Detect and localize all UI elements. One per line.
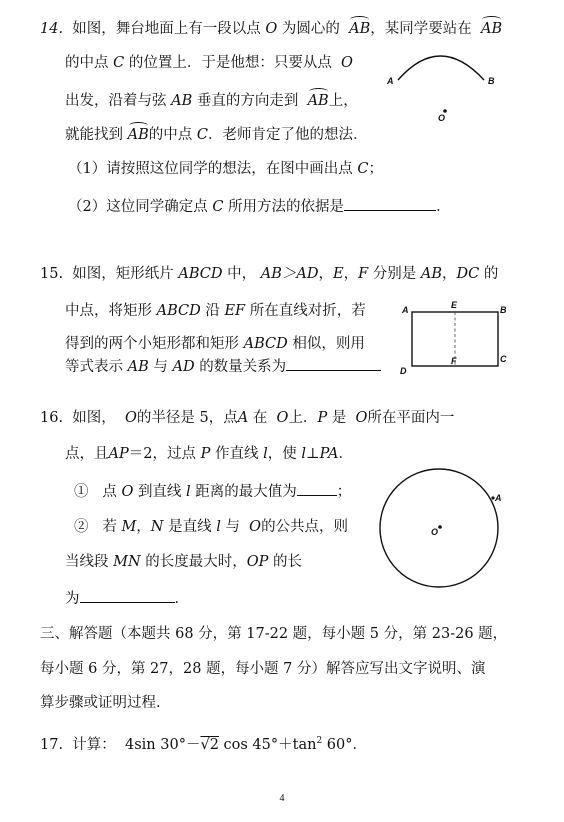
q15-rectangle-figure: [396, 298, 522, 380]
q15-line4: 等式表示 AB 与 AD 的数量关系为: [65, 356, 381, 377]
q16-line2: 点，且AP＝2，过点 P 作直线 l，使 l⊥PA．: [65, 446, 353, 462]
label-a: A: [402, 305, 409, 315]
q16-sub2: ② 若 M，N 是直线 l 与 O的公共点，则: [74, 519, 349, 535]
q14-sub2: （2）这位同学确定点 C 所用方法的依据是 ．: [68, 196, 451, 217]
arc-ab-symbol: AB: [127, 127, 149, 143]
label-f: F: [451, 356, 457, 366]
q14-number: 14.: [40, 21, 64, 37]
q17-line: 17. 计算： 4sin 30°－√2 $\cos 45^\circ+\tan^2$ 60°．: [40, 736, 367, 753]
q16-line6: 为 ．: [65, 588, 189, 609]
q14-line3: 出发，沿着与弦 AB 垂直的方向走到 AB上，: [65, 93, 358, 109]
label-e: E: [451, 300, 458, 310]
arc-ab-symbol: AB: [307, 93, 329, 109]
q16-circle-figure: [376, 460, 526, 600]
section3-line3: 算步骤或证明过程.: [40, 695, 161, 711]
arc-ab-symbol: AB: [349, 21, 371, 37]
q14-line1: 14. 如图，舞台地面上有一段以点 O 为圆心的 AB，某同学要站在 AB: [40, 21, 503, 37]
answer-blank: [344, 196, 436, 211]
q17-number: 17.: [40, 736, 64, 753]
q15-line1: 15. 如图，矩形纸片 ABCD 中， AB＞AD，E，F 分别是 AB，DC 的: [40, 266, 499, 282]
stage-arc: [398, 56, 484, 80]
label-c: C: [500, 354, 507, 364]
q16-line5: 当线段 MN 的长度最大时，OP 的长: [65, 554, 303, 570]
page-number: 4: [279, 793, 285, 804]
q14-arc-figure: [385, 50, 515, 125]
label-o: O: [431, 527, 439, 537]
label-o: O: [438, 113, 446, 123]
q16-sub1: ① 点 O 到直线 l 距离的最大值为 ；: [74, 481, 351, 502]
label-a: A: [495, 493, 502, 503]
label-a: A: [387, 76, 394, 86]
q17-expression: 4sin 30°－√2 $\cos 45^\circ+\tan^2$ 60°．: [125, 736, 367, 753]
label-b: B: [500, 305, 507, 315]
arc-ab-symbol: AB: [480, 21, 503, 37]
q15-line2: 中点，将矩形 ABCD 沿 EF 所在直线对折，若: [65, 303, 366, 319]
answer-blank: [297, 481, 337, 496]
q14-line4: 就能找到 AB的中点 C．老师肯定了他的想法．: [65, 127, 368, 143]
q16-number: 16.: [40, 410, 64, 426]
q16-line1: 16. 如图， O的半径是 5，点A 在 O上．P 是 O所在平面内一: [40, 410, 455, 426]
q14-line2: 的中点 C 的位置上．于是他想：只要从点 O: [65, 55, 353, 71]
section3-line1: 三、解答题（本题共 68 分，第 17-22 题，每小题 5 分，第 23-26 题，: [40, 626, 508, 642]
q15-number: 15.: [40, 266, 64, 282]
q14-sub1: （1）请按照这位同学的想法，在图中画出点 C；: [68, 161, 383, 177]
label-b: B: [488, 76, 495, 86]
center-point-o: [438, 525, 442, 529]
answer-blank: [80, 588, 175, 603]
answer-blank: [286, 356, 381, 371]
q15-line3: 得到的两个小矩形都和矩形 ABCD 相似，则用: [65, 336, 365, 352]
section3-line2: 每小题 6 分，第 27，28 题，每小题 7 分）解答应写出文字说明、演: [40, 661, 486, 677]
label-d: D: [400, 366, 407, 376]
